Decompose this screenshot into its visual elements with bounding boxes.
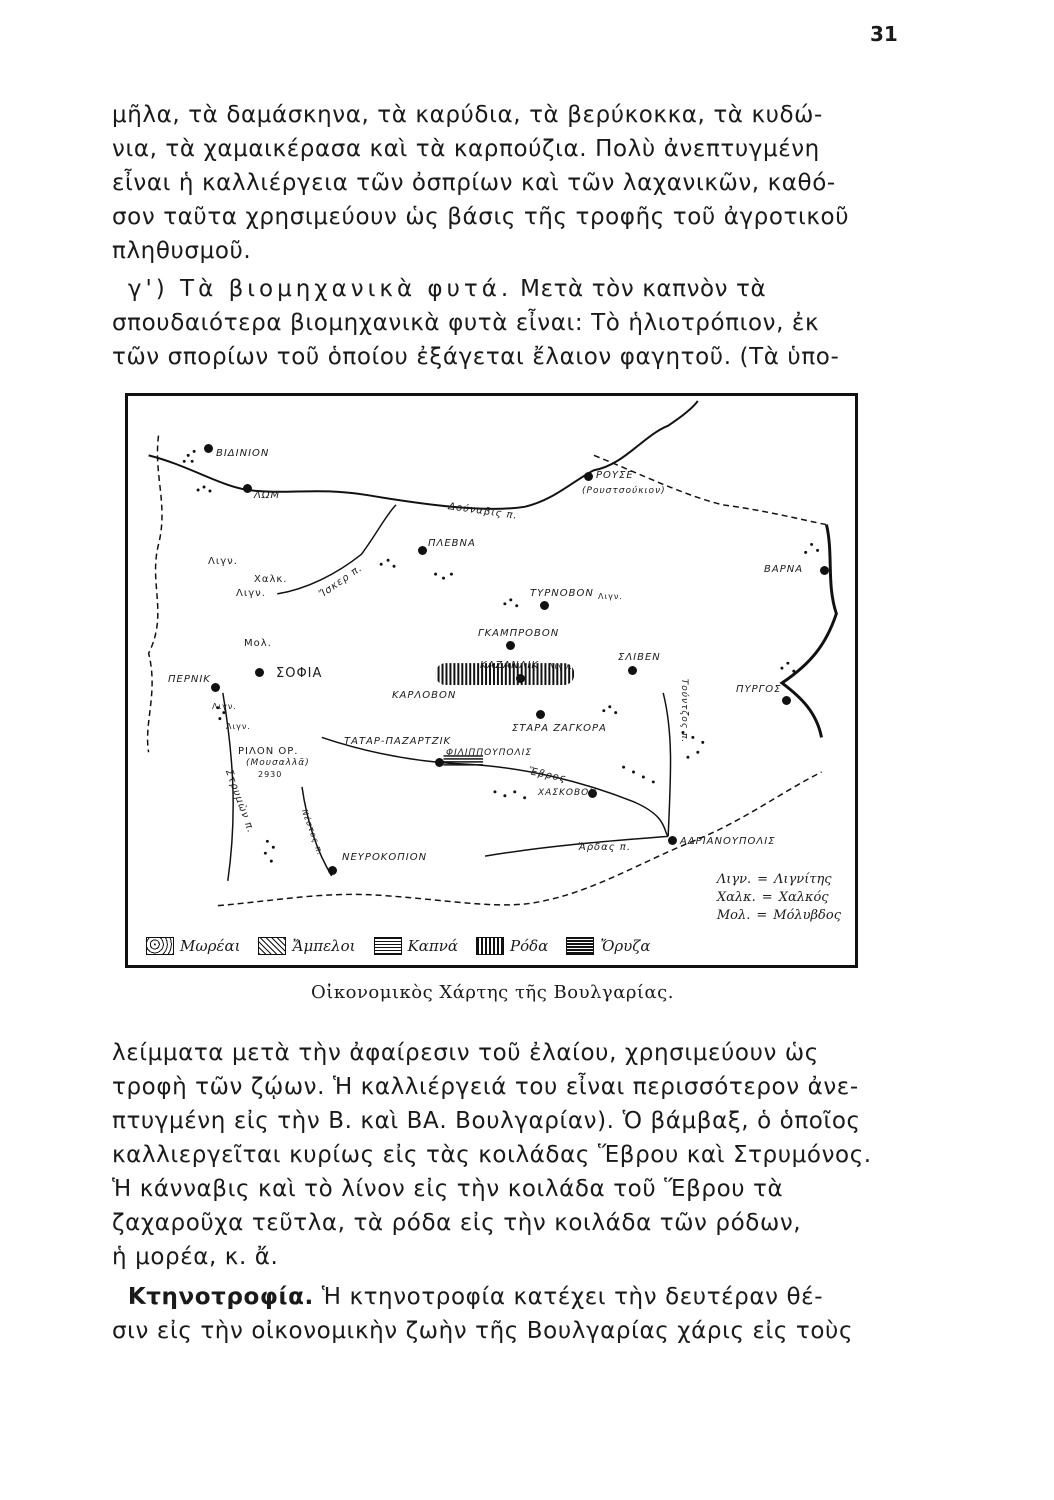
text-line: πληθυσμοῦ.	[112, 238, 252, 264]
label-vidinion: ΒΙΔΙΝΙΟΝ	[216, 448, 270, 459]
section-heading: γ') Τὰ βιομηχανικὰ φυτά.	[127, 276, 513, 302]
label-sofia: ΣΟΦΙΑ	[276, 666, 323, 681]
label-mousalla-alt: 2930	[258, 770, 283, 779]
black-sea-coast	[782, 525, 836, 738]
label-strymon: Στρυμὼν π.	[222, 768, 257, 835]
abbreviation-meaning: Λιγνίτης	[774, 872, 832, 887]
label-pernik: ΠΕΡΝΙΚ	[168, 674, 211, 685]
city-dot-sofia	[255, 668, 264, 677]
text-line: σον ταῦτα χρησιμεύουν ὡς βάσις τῆς τροφῆς τοῦ ἀγροτικοῦ	[112, 204, 850, 230]
text-line: τῶν σπορίων τοῦ ὁποίου ἐξάγεται ἔλαιον φαγητοῦ. (Τὰ ὑπο-	[112, 344, 840, 370]
city-dot-varna	[820, 566, 829, 575]
text-line: σπουδαιότερα βιομηχανικὰ φυτὰ εἶναι: Τὸ ἡλιοτρόπιον, ἐκ	[112, 310, 820, 336]
text-line: ζαχαροῦχα τεῦτλα, τὰ ρόδα εἰς τὴν κοιλάδα τῶν ρόδων,	[112, 1210, 802, 1236]
text-line: καλλιεργεῖται κυρίως εἰς τὰς κοιλάδας Ἕβρου καὶ Στρυμόνος.	[112, 1142, 872, 1168]
label-tyrnovon: ΤΥΡΝΟΒΟΝ	[530, 588, 594, 599]
label-ligv-3: Λιγν.	[212, 702, 237, 711]
label-rouse-alt: (Ρουστσούκιον)	[582, 486, 666, 496]
text-line: μῆλα, τὰ δαμάσκηνα, τὰ καρύδια, τὰ βερύκοκκα, τὰ κυδώ-	[112, 102, 823, 128]
text-line: σιν εἰς τὴν οἰκονομικὴν ζωὴν τῆς Βουλγαρίας χάρις εἰς τοὺς	[112, 1318, 854, 1344]
label-tatar-pazartzik: ΤΑΤΑΡ-ΠΑΖΑΡΤΖΙΚ	[344, 736, 452, 747]
map-caption: Οἰκονομικὸς Χάρτης τῆς Βουλγαρίας.	[311, 982, 674, 1003]
label-rilon: ΡΙΛΟΝ ΟΡ.	[238, 746, 299, 757]
legend-label: Ἄμπελοι	[292, 937, 356, 955]
label-filippoupolis: ΦΙΛΙΠΠΟΥΠΟΛΙΣ	[446, 748, 533, 758]
western-frontier	[148, 436, 162, 753]
label-chaskovon: ΧΑΣΚΟΒΟΝ	[538, 788, 597, 798]
city-dot-gkamprovon	[506, 641, 515, 650]
city-dot-lom	[243, 484, 252, 493]
rice-swatch-icon	[566, 937, 594, 955]
text-line: νια, τὰ χαμαικέρασα καὶ τὰ καρπούζια. Πολὺ ἀνεπτυγμένη	[112, 136, 820, 162]
economic-map	[125, 393, 858, 968]
label-nestos: Νέστος π.	[299, 808, 325, 857]
legend-item-tobacco	[374, 937, 458, 955]
legend-label: Ὄρυζα	[600, 937, 651, 955]
label-evros: Ἔβρος	[527, 766, 568, 785]
vine-swatch-icon	[258, 937, 286, 955]
label-tountzos: Τούντζος π.	[679, 678, 690, 744]
city-dot-nevrokopion	[328, 866, 337, 875]
text-line: Ἡ κάνναβις καὶ τὸ λίνον εἰς τὴν κοιλάδα τοῦ Ἕβρου τὰ	[112, 1176, 784, 1202]
city-dot-rouse	[584, 472, 593, 481]
label-pyrgos: ΠΥΡΓΟΣ	[736, 684, 782, 695]
label-ligv-1: Λιγν.	[208, 556, 238, 567]
label-mousalla: (Μουσαλλᾶ)	[246, 758, 310, 768]
equals-sign: =	[756, 908, 768, 923]
legend-label: Μωρέαι	[180, 937, 241, 955]
text-fragment: Μετὰ τὸν καπνὸν τὰ	[512, 276, 767, 302]
label-karlovon: ΚΑΡΛΟΒΟΝ	[392, 690, 457, 701]
text-line: τροφὴ τῶν ζῴων. Ἡ καλλιέργειά του εἶναι περισσότερον ἀνε-	[112, 1074, 859, 1100]
abbreviation: Μολ.	[716, 908, 751, 923]
label-gkamprovon: ΓΚΑΜΠΡΟΒΟΝ	[478, 628, 560, 639]
industrial-plants-paragraph	[112, 272, 932, 374]
section-heading: Κτηνοτροφία.	[127, 1284, 314, 1310]
label-varna: ΒΑΡΝΑ	[764, 564, 804, 575]
city-dot-pernik	[211, 683, 220, 692]
label-stara-zagora: ΣΤΑΡΑ ΖΑΓΚΟΡΑ	[512, 723, 607, 734]
label-plevna: ΠΛΕΒΝΑ	[428, 538, 476, 549]
abbreviation-meaning: Μόλυβδος	[773, 908, 841, 923]
city-dot-kazanlik	[516, 674, 525, 683]
text-line: λείμματα μετὰ τὴν ἀφαίρεσιν τοῦ ἐλαίου, χρησιμεύουν ὡς	[112, 1040, 819, 1066]
city-dot-pyrgos	[782, 696, 791, 705]
label-ardas: Ἄρδας π.	[578, 842, 631, 853]
city-dot-stara-zagora	[536, 710, 545, 719]
city-dot-adrianoupolis	[668, 836, 677, 845]
abbreviation: Λιγν.	[716, 872, 752, 887]
abbreviation-row	[717, 907, 841, 925]
label-nevrokopion: ΝΕΥΡΟΚΟΠΙΟΝ	[342, 852, 428, 863]
legend-label: Ρόδα	[510, 937, 549, 955]
legend-item-rice	[566, 937, 650, 955]
text-line: ἡ μορέα, κ. ἄ.	[112, 1244, 279, 1270]
label-mol: Μολ.	[244, 638, 272, 649]
city-dot-slieven	[628, 666, 637, 675]
abbreviation-meaning: Χαλκός	[778, 890, 829, 905]
abbreviation-key	[717, 871, 841, 925]
text-line: πτυγμένη εἰς τὴν Β. καὶ ΒΑ. Βουλγαρίαν). Ὁ βάμβαξ, ὁ ὁποῖος	[112, 1108, 861, 1134]
label-danube: Δούναβις π.	[447, 501, 519, 522]
city-dot-vidinion	[204, 444, 213, 453]
equals-sign: =	[761, 890, 773, 905]
text-line	[112, 1280, 932, 1314]
label-lom: ΛΩΜ	[254, 490, 281, 501]
label-chalu: Χαλκ.	[254, 574, 288, 585]
abbreviation-row	[717, 871, 841, 889]
page-number: 31	[870, 22, 898, 46]
label-ligv-4: Λιγν.	[226, 722, 251, 731]
mulberry-swatch-icon	[146, 937, 174, 955]
equals-sign: =	[757, 872, 769, 887]
abbreviation-row	[717, 889, 841, 907]
abbreviation: Χαλκ.	[716, 890, 756, 905]
map-legend	[146, 937, 651, 955]
tobacco-swatch-icon	[374, 937, 402, 955]
legend-item-rose	[476, 937, 548, 955]
label-ligv-6: Λιγν.	[548, 662, 573, 671]
tountzos-river	[663, 693, 670, 836]
label-rouse: ΡΟΥΣΕ	[596, 470, 634, 481]
city-dot-tyrnovon	[540, 601, 549, 610]
legend-item-vine	[258, 937, 355, 955]
top-paragraph	[112, 98, 932, 268]
label-iskar: Ἴσκερ π.	[317, 562, 365, 601]
bottom-paragraph	[112, 1036, 932, 1274]
label-slieven: ΣΛΙΒΕΝ	[618, 652, 661, 663]
city-dot-filippoupolis	[435, 758, 444, 767]
label-kazanlik: ΚΑΖΑΝΛΙΚ	[480, 660, 539, 671]
text-line: εἶναι ἡ καλλιέργεια τῶν ὀσπρίων καὶ τῶν λαχανικῶν, καθό-	[112, 170, 836, 196]
city-dot-plevna	[418, 546, 427, 555]
label-ligv-2: Λιγν.	[236, 588, 266, 599]
rose-swatch-icon	[476, 937, 504, 955]
text-line	[112, 272, 932, 306]
legend-label: Καπνά	[407, 937, 459, 955]
label-ligv-5: Λιγν.	[598, 592, 623, 601]
ardas-river	[485, 836, 668, 856]
text-fragment: Ἡ κτηνοτροφία κατέχει τὴν δευτέραν θέ-	[313, 1284, 824, 1310]
livestock-paragraph	[112, 1280, 932, 1348]
legend-item-mulberry	[146, 937, 240, 955]
label-adrianoupolis: ΑΔΡΙΑΝΟΥΠΟΛΙΣ	[680, 836, 776, 847]
